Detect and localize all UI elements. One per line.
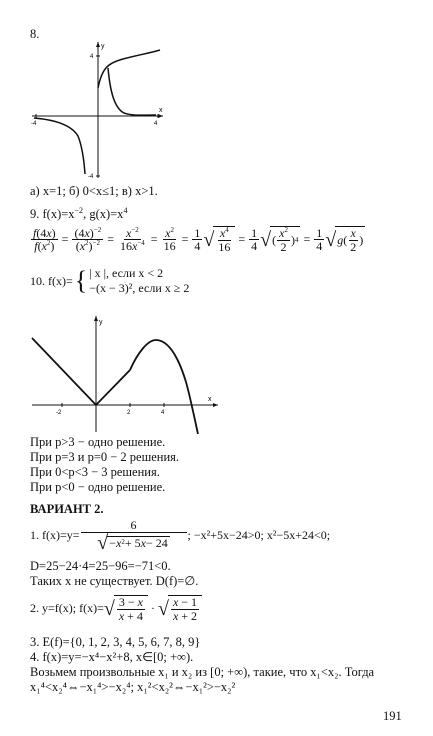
graph2-tick-neg2: -2 — [56, 410, 62, 416]
solution-line-1: При p>3 − одно решение. — [30, 435, 166, 449]
solution-line-4: При p<0 − одно решение. — [30, 480, 166, 494]
graph2-tick-2: 2 — [127, 410, 131, 416]
graph1-curve-right-decreasing — [108, 68, 156, 115]
variant-heading: ВАРИАНТ 2. — [30, 502, 104, 516]
v2-line-7: Возьмем произвольные x₁ и x₂ из [0; +∞), такие, что x₁<x₂. Тогда — [30, 665, 375, 679]
v2-line-5: 3. E(f)={0, 1, 2, 3, 4, 5, 6, 7, 8, 9} — [30, 635, 201, 649]
problem-10-definition: 10. f(x)= { | x |, если x < 2 −(x − 3)², если x ≥ 2 — [30, 266, 190, 295]
v2-line-6: 4. f(x)=y=−x⁴−x²+8, x∈[0; +∞). — [30, 650, 194, 664]
problem-8-answers: а) x=1; б) 0<x≤1; в) x>1. — [30, 184, 158, 198]
graph1-tick-4: 4 — [154, 121, 158, 127]
graph1-tick-y4: 4 — [90, 54, 94, 60]
graph-2 — [30, 312, 220, 434]
v2-line-8: x₁⁴<x₂⁴⇔−x₁⁴>−x₂⁴; x₁²<x₂²⇔−x₁²>−x₂² — [30, 680, 236, 694]
graph1-tick-yneg4: -4 — [88, 174, 94, 180]
graph1-tick-neg4: -4 — [31, 121, 37, 127]
v2-line-2: D=25−24·4=25−96=−71<0. — [30, 559, 171, 573]
v2-line-4: 2. y=f(x); f(x)= √ $\frac{3 - x}{x + 4}$ · √ $\frac{x - 1}{x + 2}$ — [30, 595, 202, 622]
page-number: 191 — [383, 709, 402, 723]
graph2-tick-4: 4 — [161, 410, 165, 416]
problem-10-case2: −(x − 3)², если x ≥ 2 — [89, 281, 190, 295]
graph2-y-label: y — [99, 319, 103, 326]
problem-9-derivation: $\frac{f(4x)}{f(x^2)}$ = $\frac{(4x)^{-2}}{(x^2)^{-2}}$ = $\frac{x^{-2}}{16x^{-4}}$ = $\frac{x^2}{16}$ = $\frac{1}{4}$ √ $\frac{x^4}{16}$ = $\frac{1}{4}$ √ ( $\frac{x^2}{2}$ ) 4 = $\frac{1}{4}$ √ g ( $\frac{x}{2}$ ) — [33, 225, 364, 254]
graph2-abs-branch — [32, 338, 130, 405]
solution-line-3: При 0<p<3 − 3 решения. — [30, 465, 160, 479]
graph1-curve-log — [98, 50, 160, 88]
graph-1 — [28, 38, 168, 180]
graph2-parabola-branch — [130, 340, 198, 434]
v2-line-3: Таких x не существует. D(f)=∅. — [30, 574, 199, 588]
solution-line-2: При p=3 и p=0 − 2 решения. — [30, 450, 180, 464]
graph2-x-label: x — [208, 396, 212, 403]
problem-8-number: 8. — [30, 27, 40, 41]
v2-line-1: 1. f(x)=y= 6 √ − x 2 + 5 x − 24 ; −x²+5x−24>0; x²−5x+24<0; — [30, 518, 331, 554]
problem-10-case1: | x |, если x < 2 — [89, 266, 164, 280]
graph1-y-label: y — [101, 43, 105, 50]
graph1-curve-left — [34, 118, 85, 174]
problem-9-header: 9. $f(x)=x^{-2}$, $g(x)=x^4$ — [30, 206, 128, 222]
graph1-x-label: x — [159, 107, 163, 114]
